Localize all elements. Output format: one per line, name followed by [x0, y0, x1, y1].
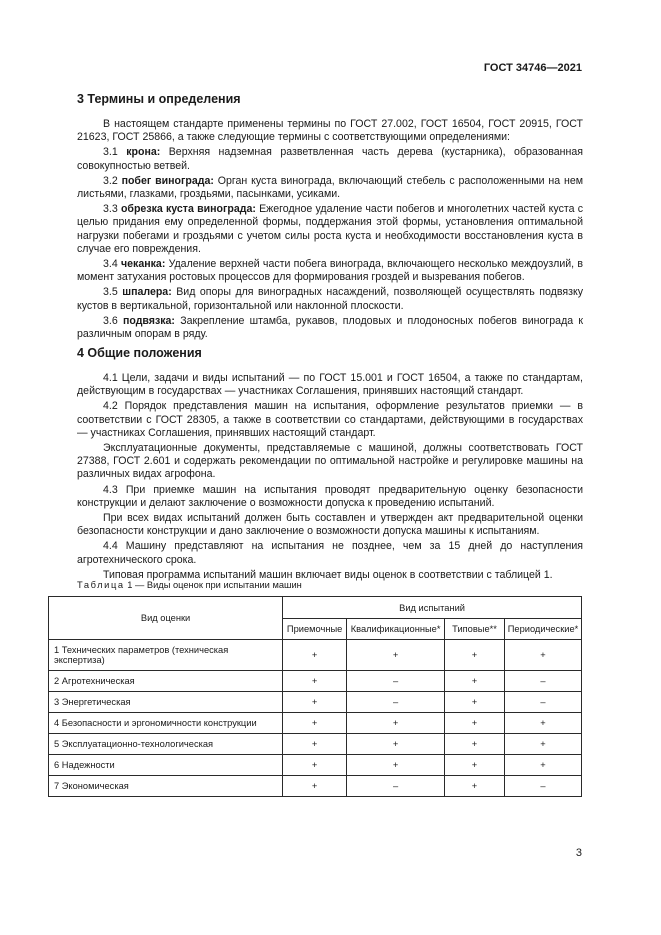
- term-number: 3.4: [103, 258, 121, 271]
- table-cell-mark: +: [445, 692, 505, 713]
- table-cell-mark: +: [445, 734, 505, 755]
- column-header-type-test: Типовые**: [445, 619, 505, 640]
- table-caption-prefix: Таблица: [77, 580, 125, 590]
- table-cell-evaluation-type: 5 Эксплуатационно-технологическая: [49, 734, 283, 755]
- term-text: Ежегодное удаление части побегов и многолетних частей куста с целью придания ему определенной формы, поддержания этой формы, установления оптимальной нагрузки побегами и гроздьями с учетом силы роста куста и необходимости восстановления куста в случае его повреждения.: [77, 203, 583, 255]
- table-cell-evaluation-type: 1 Технических параметров (техническая экспертиза): [49, 640, 283, 671]
- section-3-intro: В настоящем стандарте применены термины по ГОСТ 27.002, ГОСТ 16504, ГОСТ 20915, ГОСТ 21623, ГОСТ 25866, а также следующие термины с соответствующими определениями:: [77, 118, 583, 144]
- term-text: Закрепление штамба, рукавов, плодовых и плодоносных побегов винограда к различным опорам в ряду.: [77, 314, 584, 341]
- term-name: крона:: [126, 146, 161, 159]
- paragraph-test-program: Типовая программа испытаний машин включает виды оценок в соответствии с таблицей 1.: [103, 568, 553, 581]
- term-text: Орган куста винограда, включающий стебель с расположенными на нем листьями, глазками, гроздьями, пасынками, усиками.: [77, 174, 583, 201]
- column-header-qualification: Квалификационные*: [347, 619, 445, 640]
- table-row: [49, 776, 582, 797]
- table-cell-mark: +: [283, 640, 347, 671]
- table-cell-mark: +: [283, 734, 347, 755]
- table-cell-mark: +: [283, 671, 347, 692]
- table-cell-mark: +: [445, 713, 505, 734]
- term-text: Вид опоры для виноградных насаждений, позволяющей осуществлять подвязку кустов в вертикальной, горизонтальной или наклонной плоскости.: [77, 286, 583, 312]
- term-definition-topping: [77, 258, 583, 284]
- table-cell-mark: –: [504, 671, 581, 692]
- section-3-body: [77, 118, 583, 343]
- paragraph-4-3: 4.3 При приемке машин на испытания проводят предварительную оценку безопасности конструкции и делают заключение о возможности допуска к проведению испытаний.: [77, 483, 583, 509]
- term-name: шпалера:: [122, 286, 172, 299]
- term-definition-shoot: [77, 175, 583, 201]
- table-cell-mark: +: [445, 671, 505, 692]
- table-cell-mark: +: [347, 640, 445, 671]
- paragraph-4-1: 4.1 Цели, задачи и виды испытаний — по ГОСТ 15.001 и ГОСТ 16504, а также по стандартам, действующим в государствах — участниках Соглашения, принявших настоящий стандарт.: [77, 372, 583, 398]
- column-header-periodic: Периодические*: [504, 619, 581, 640]
- term-name: обрезка куста винограда:: [120, 203, 256, 216]
- section-4-heading: 4 Общие положения: [77, 346, 202, 360]
- table-cell-evaluation-type: 3 Энергетическая: [49, 692, 283, 713]
- paragraph-safety-act: При всех видах испытаний должен быть составлен и утвержден акт предварительной оценки безопасности конструкции и дано заключение о возможности допуска машины к испытаниям.: [77, 512, 583, 538]
- table-row: [49, 671, 582, 692]
- table-cell-evaluation-type: 2 Агротехническая: [49, 671, 283, 692]
- paragraph-operating-docs: Эксплуатационные документы, представляемые с машиной, должны соответствовать ГОСТ 27388, ГОСТ 2.601 и содержать рекомендации по оптимальной настройке и регулировке машины на различных видах агрофона.: [77, 442, 583, 481]
- table-caption-title: 1 — Виды оценок при испытании машин: [124, 580, 302, 590]
- term-definition-tying: [77, 315, 583, 341]
- table-cell-mark: –: [347, 692, 445, 713]
- term-text: Верхняя надземная разветвленная часть дерева (кустарника), образованная совокупностью ветвей.: [77, 146, 583, 172]
- table-cell-mark: +: [283, 755, 347, 776]
- table-caption: [77, 580, 302, 590]
- term-number: 3.2: [103, 174, 122, 187]
- term-name: побег винограда:: [121, 174, 214, 187]
- term-definition-pruning: [77, 203, 583, 256]
- section-4-body: [77, 372, 583, 584]
- table-cell-evaluation-type: 4 Безопасности и эргономичности конструкции: [49, 713, 283, 734]
- term-number: 3.1: [103, 146, 127, 159]
- table-row: [49, 713, 582, 734]
- term-number: 3.3: [103, 203, 121, 216]
- term-name: подвязка:: [122, 314, 175, 327]
- column-header-test-type: Вид испытаний: [283, 597, 582, 619]
- table-cell-mark: –: [504, 692, 581, 713]
- table-cell-mark: +: [445, 755, 505, 776]
- table-cell-mark: +: [347, 713, 445, 734]
- table-cell-mark: +: [504, 640, 581, 671]
- column-header-acceptance: Приемочные: [283, 619, 347, 640]
- table-cell-mark: +: [283, 713, 347, 734]
- section-3-heading: 3 Термины и определения: [77, 92, 241, 106]
- table-cell-mark: +: [347, 755, 445, 776]
- paragraph-4-4: 4.4 Машину представляют на испытания не позднее, чем за 15 дней до наступления агротехнического срока.: [77, 540, 583, 566]
- column-header-evaluation-type: Вид оценки: [49, 597, 283, 640]
- table-cell-mark: –: [347, 776, 445, 797]
- paragraph-4-2: 4.2 Порядок представления машин на испытания, оформление результатов приемки — в соответствии с ГОСТ 28305, а также в соответствии со стандартами, действующими в государствах — участниках Соглашения, принявших настоящий стандарт.: [77, 400, 583, 439]
- table-row: [49, 734, 582, 755]
- term-name: чеканка:: [120, 258, 166, 271]
- term-definition-crown: [77, 146, 583, 172]
- table-cell-mark: +: [445, 776, 505, 797]
- table-cell-evaluation-type: 6 Надежности: [49, 755, 283, 776]
- table-row: [49, 692, 582, 713]
- evaluation-types-table: [48, 596, 582, 797]
- table-cell-mark: +: [283, 776, 347, 797]
- term-definition-trellis: [77, 286, 583, 312]
- table-cell-mark: –: [347, 671, 445, 692]
- table-cell-mark: +: [445, 640, 505, 671]
- table-row: [49, 640, 582, 671]
- table-cell-mark: –: [504, 776, 581, 797]
- table-cell-evaluation-type: 7 Экономическая: [49, 776, 283, 797]
- standard-code: ГОСТ 34746—2021: [483, 62, 582, 74]
- table-cell-mark: +: [504, 734, 581, 755]
- term-text: Удаление верхней части побега винограда, включающего несколько междоузлий, в момент затухания ростовых процессов для формирования гроздей и вызревания побегов.: [77, 258, 583, 284]
- page-number: 3: [575, 847, 582, 859]
- table-cell-mark: +: [504, 755, 581, 776]
- term-number: 3.6: [103, 314, 123, 327]
- table-cell-mark: +: [504, 713, 581, 734]
- term-number: 3.5: [103, 286, 123, 299]
- table-row: [49, 755, 582, 776]
- table-cell-mark: +: [347, 734, 445, 755]
- table-cell-mark: +: [283, 692, 347, 713]
